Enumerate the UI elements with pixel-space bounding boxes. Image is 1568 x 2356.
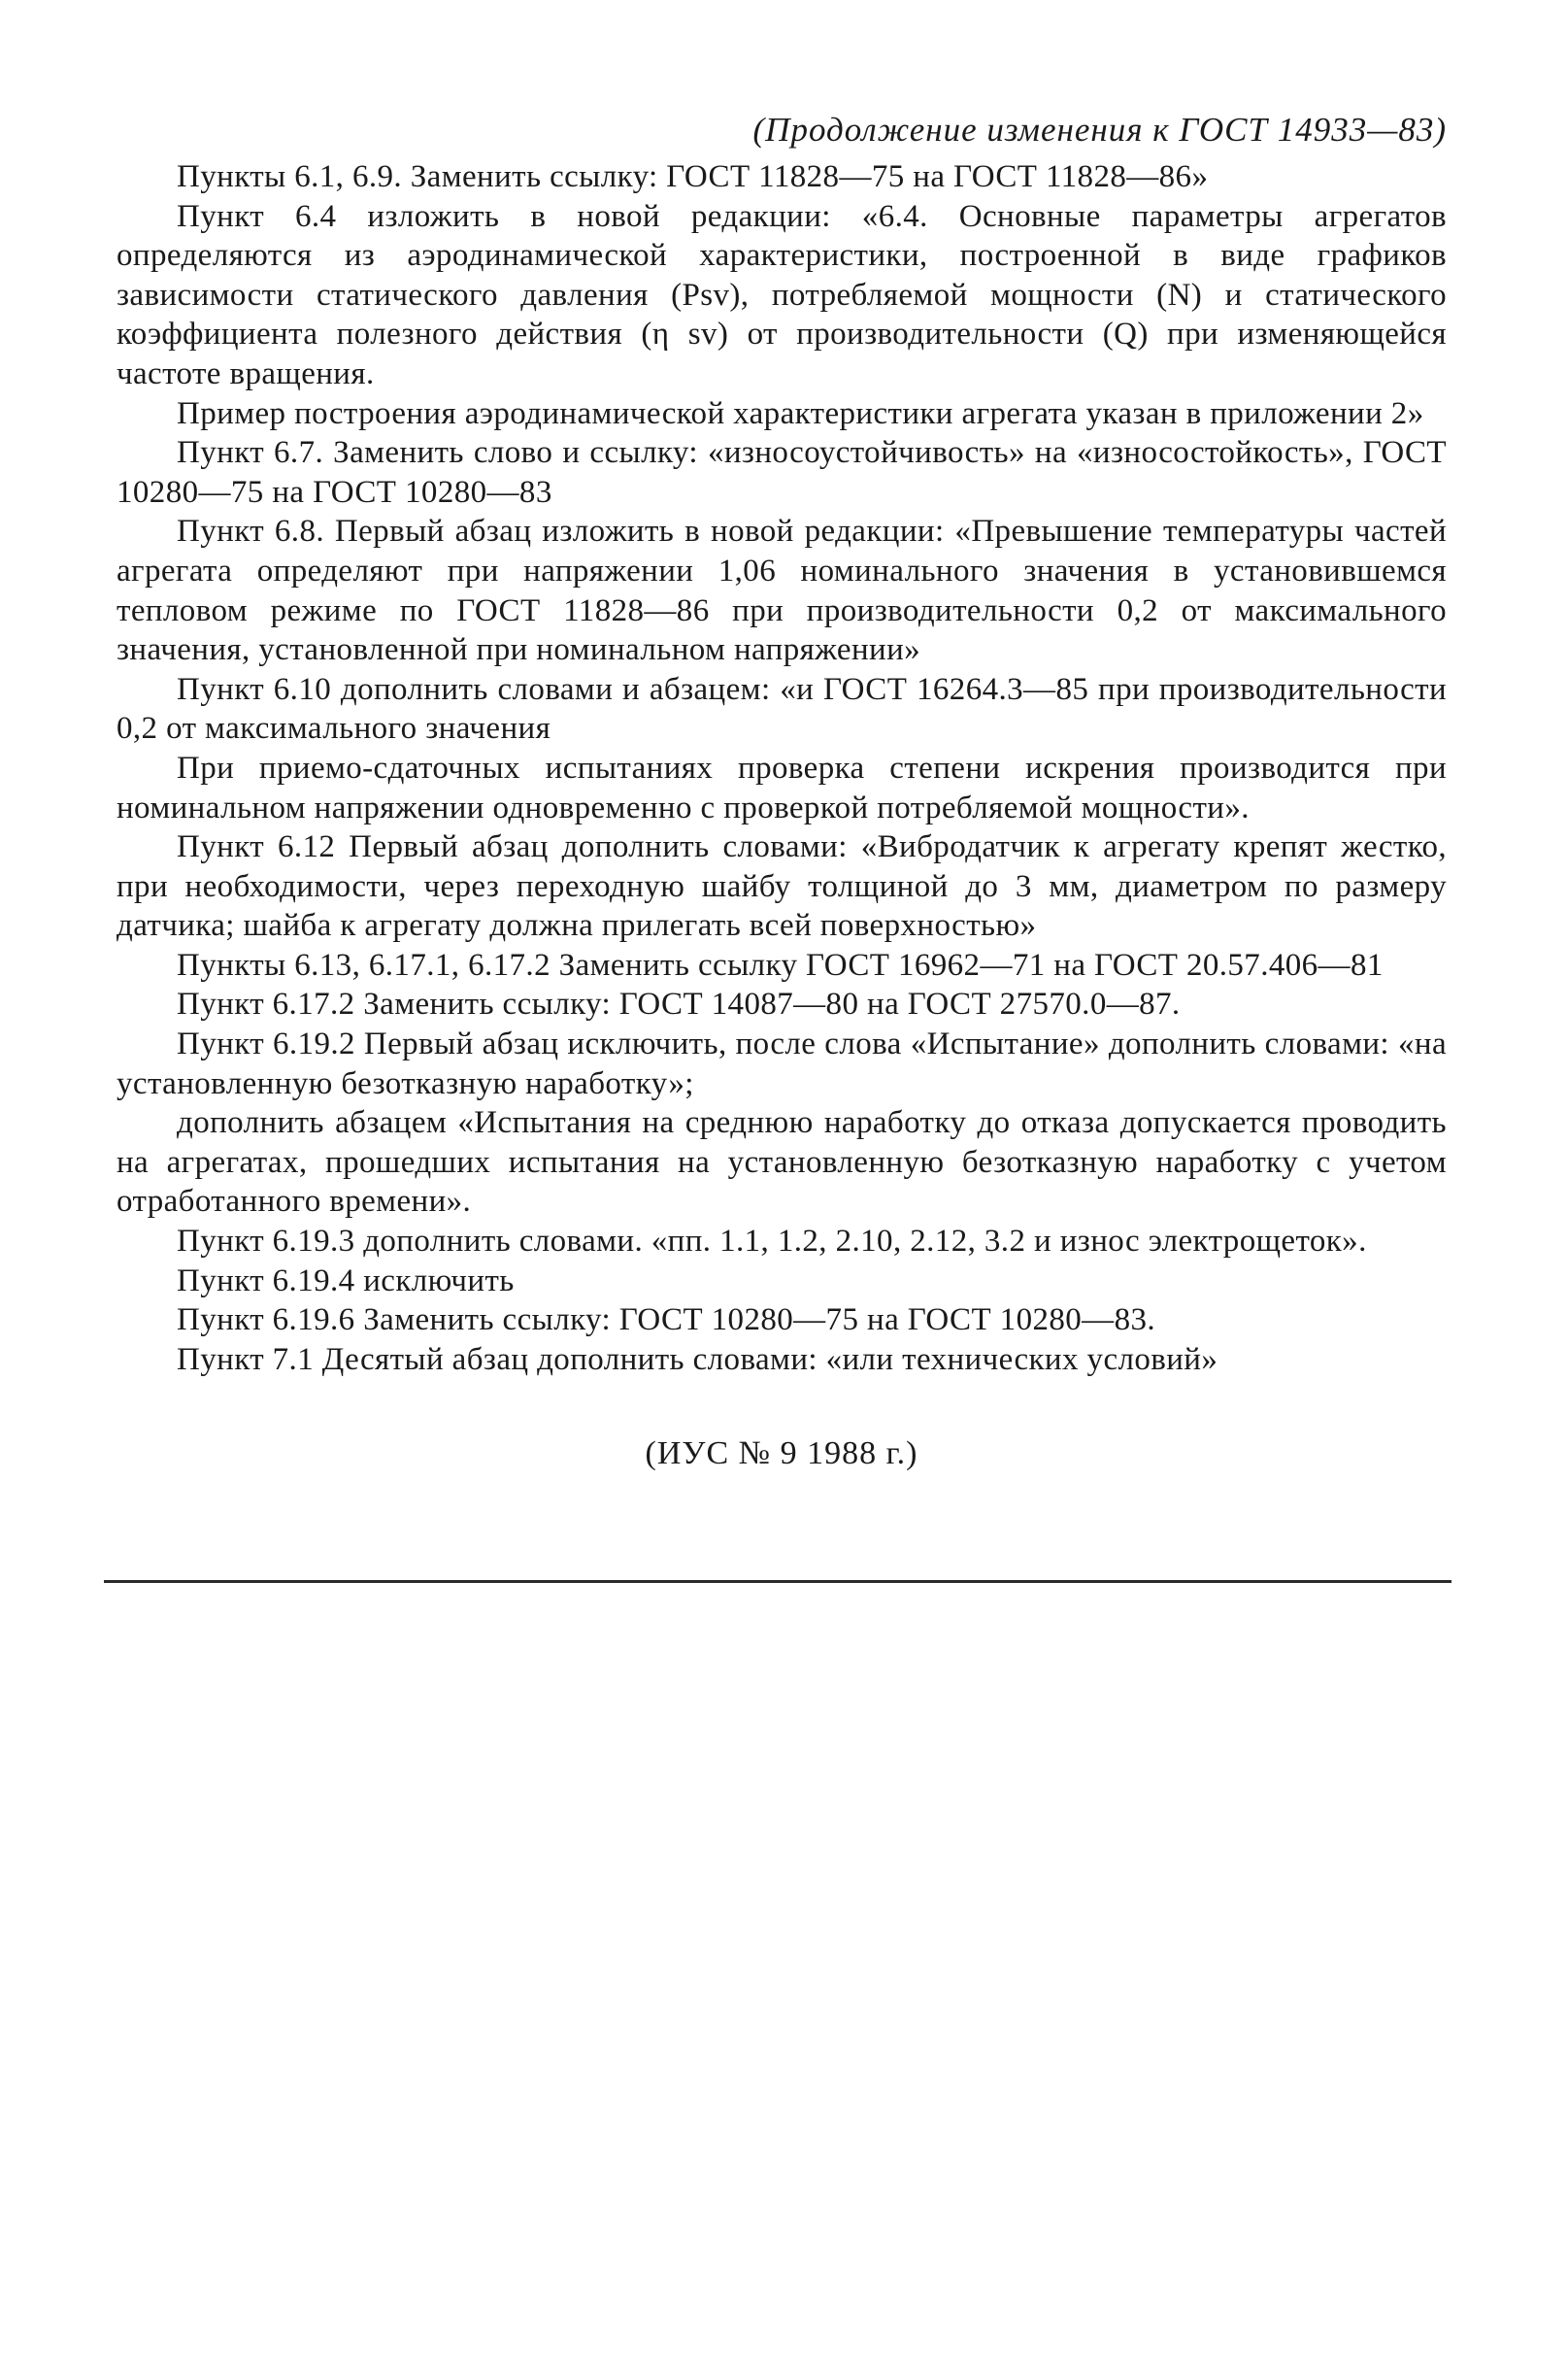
paragraph-point-6-7: Пункт 6.7. Заменить слово и ссылку: «износоустойчивость» на «износостойкость», ГОСТ 10280—75 на ГОСТ 10280—83: [117, 435, 1447, 510]
paragraph-point-6-12: Пункт 6.12 Первый абзац дополнить словами: «Вибродатчик к агрегату крепят жестко, при необходимости, через переходную шайбу толщиной до 3 мм, диаметром по размеру датчика; шайба к агрегату должна прилегать всей поверхностью»: [117, 829, 1447, 944]
paragraph-point-6-10: Пункт 6.10 дополнить словами и абзацем: «и ГОСТ 16264.3—85 при производительности 0,2 от максимального значения: [117, 671, 1447, 747]
paragraph-point-6-4: Пункт 6.4 изложить в новой редакции: «6.4. Основные параметры агрегатов определяются из аэродинамической характеристики, построенной в виде графиков зависимости статического давления (Psv), потребляемой мощности (N) и статического коэффициента полезного действия (η sv) от производительности (Q) при изменяющейся частоте вращения.: [117, 198, 1447, 391]
paragraph-acceptance-tests: При приемо-сдаточных испытаниях проверка степени искрения производится при номинальном напряжении одновременно с проверкой потребляемой мощности».: [117, 750, 1447, 825]
paragraph-point-6-19-4: Пункт 6.19.4 исключить: [177, 1262, 515, 1298]
amendment-body: [117, 157, 1447, 1379]
paragraph-example-appendix-2: Пример построения аэродинамической характеристики агрегата указан в приложении 2»: [177, 395, 1424, 431]
paragraph-point-7-1: Пункт 7.1 Десятый абзац дополнить словами: «или технических условий»: [177, 1341, 1218, 1377]
paragraph-points-6-13-6-17: Пункты 6.13, 6.17.1, 6.17.2 Заменить ссылку ГОСТ 16962—71 на ГОСТ 20.57.406—81: [177, 947, 1384, 983]
continuation-header: (Продолжение изменения к ГОСТ 14933—83): [752, 111, 1447, 149]
paragraph-point-6-17-2: Пункт 6.17.2 Заменить ссылку: ГОСТ 14087—80 на ГОСТ 27570.0—87.: [177, 987, 1181, 1023]
paragraph-point-6-8: Пункт 6.8. Первый абзац изложить в новой редакции: «Превышение температуры частей агрегата определяют при напряжении 1,06 номинального значения в установившемся тепловом режиме по ГОСТ 11828—86 при производительности 0,2 от максимального значения, установленной при номинальном напряжении»: [117, 514, 1447, 668]
paragraph-point-6-19-3: Пункт 6.19.3 дополнить словами. «пп. 1.1, 1.2, 2.10, 2.12, 3.2 и износ электрощеток».: [177, 1224, 1367, 1260]
bottom-rule-divider: [104, 1580, 1451, 1583]
ius-reference: (ИУС № 9 1988 г.): [645, 1435, 918, 1471]
paragraph-point-6-19-6: Пункт 6.19.6 Заменить ссылку: ГОСТ 10280—75 на ГОСТ 10280—83.: [177, 1302, 1156, 1338]
paragraph-points-6-1-6-9: Пункты 6.1, 6.9. Заменить ссылку: ГОСТ 11828—75 на ГОСТ 11828—86»: [177, 159, 1209, 194]
paragraph-point-6-19-2: Пункт 6.19.2 Первый абзац исключить, после слова «Испытание» дополнить словами: «на установленную безотказную наработку»;: [117, 1027, 1447, 1101]
paragraph-add-test-clause: дополнить абзацем «Испытания на среднюю наработку до отказа допускается проводить на агрегатах, прошедших испытания на установленную безотказную наработку с учетом отработанного времени».: [117, 1105, 1447, 1220]
